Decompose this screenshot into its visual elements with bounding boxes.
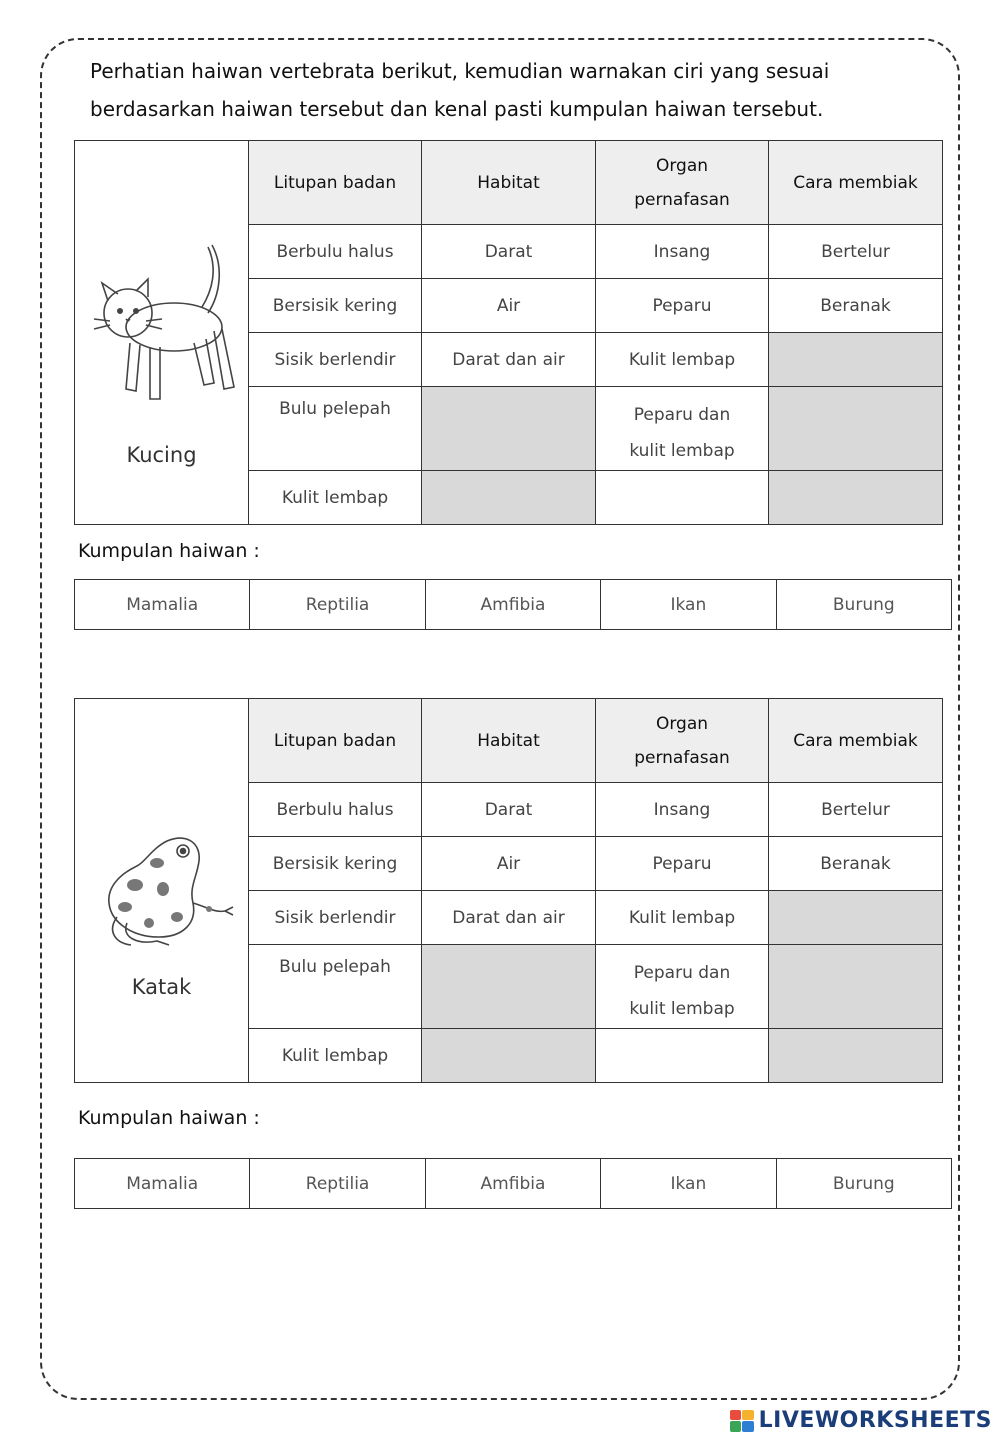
option-reproduction[interactable]: Bertelur [769,783,943,837]
shaded-cell [769,945,943,1029]
group-options-kucing [74,579,952,630]
group-option-burung[interactable]: Burung [776,580,951,630]
group-option-burung[interactable]: Burung [776,1159,951,1209]
animal-cell-kucing [75,141,249,525]
option-habitat[interactable]: Darat [422,225,596,279]
header-habitat: Habitat [422,699,596,783]
option-habitat[interactable]: Darat [422,783,596,837]
cat-icon [90,239,240,419]
empty-cell [596,1029,769,1083]
shaded-cell [769,471,943,525]
frog-icon [97,827,237,957]
option-covering[interactable]: Sisik berlendir [249,891,422,945]
group-option-mamalia[interactable]: Mamalia [75,580,250,630]
animal-name-katak: Katak [131,975,192,999]
group-option-mamalia[interactable]: Mamalia [75,1159,250,1209]
option-respiration[interactable]: Kulit lembap [596,891,769,945]
option-reproduction[interactable]: Beranak [769,279,943,333]
header-covering: Litupan badan [249,141,422,225]
option-reproduction[interactable]: Bertelur [769,225,943,279]
trait-table-kucing [74,140,943,525]
option-covering[interactable]: Bersisik kering [249,837,422,891]
group-option-ikan[interactable]: Ikan [601,580,776,630]
instruction-line-1: Perhatian haiwan vertebrata berikut, kemudian warnakan ciri yang sesuai [90,59,830,83]
option-respiration[interactable]: Peparu [596,837,769,891]
header-habitat: Habitat [422,141,596,225]
header-respiration: Organ pernafasan [596,699,769,783]
logo-text: LIVEWORKSHEETS [758,1408,992,1433]
option-covering[interactable]: Berbulu halus [249,783,422,837]
instructions [90,52,930,128]
instruction-line-2: berdasarkan haiwan tersebut dan kenal pasti kumpulan haiwan tersebut. [90,97,824,121]
shaded-cell [769,891,943,945]
option-habitat[interactable]: Air [422,279,596,333]
option-covering[interactable]: Bulu pelepah [249,387,422,471]
option-covering[interactable]: Kulit lembap [249,1029,422,1083]
trait-table-katak [74,698,943,1083]
group-option-amfibia[interactable]: Amfibia [425,1159,600,1209]
option-habitat[interactable]: Darat dan air [422,891,596,945]
liveworksheets-mark-icon [730,1410,754,1432]
option-reproduction[interactable]: Beranak [769,837,943,891]
option-respiration[interactable]: Peparu dan kulit lembap [596,945,769,1029]
header-respiration: Organ pernafasan [596,141,769,225]
header-covering: Litupan badan [249,699,422,783]
group-label-katak: Kumpulan haiwan : [78,1107,260,1129]
shaded-cell [422,471,596,525]
header-reproduction: Cara membiak [769,141,943,225]
shaded-cell [422,945,596,1029]
shaded-cell [769,1029,943,1083]
option-covering[interactable]: Sisik berlendir [249,333,422,387]
option-habitat[interactable]: Air [422,837,596,891]
option-covering[interactable]: Bulu pelepah [249,945,422,1029]
option-respiration[interactable]: Kulit lembap [596,333,769,387]
liveworksheets-logo [730,1408,992,1433]
shaded-cell [769,333,943,387]
animal-cell-katak [75,699,249,1083]
shaded-cell [422,1029,596,1083]
shaded-cell [422,387,596,471]
shaded-cell [769,387,943,471]
option-respiration[interactable]: Peparu [596,279,769,333]
animal-name-kucing: Kucing [126,443,197,467]
option-habitat[interactable]: Darat dan air [422,333,596,387]
option-respiration[interactable]: Insang [596,783,769,837]
option-respiration[interactable]: Peparu dan kulit lembap [596,387,769,471]
option-respiration[interactable]: Insang [596,225,769,279]
group-option-reptilia[interactable]: Reptilia [250,1159,425,1209]
group-label-kucing: Kumpulan haiwan : [78,540,260,562]
group-options-katak [74,1158,952,1209]
group-option-reptilia[interactable]: Reptilia [250,580,425,630]
group-option-amfibia[interactable]: Amfibia [425,580,600,630]
option-covering[interactable]: Berbulu halus [249,225,422,279]
group-option-ikan[interactable]: Ikan [601,1159,776,1209]
header-reproduction: Cara membiak [769,699,943,783]
option-covering[interactable]: Bersisik kering [249,279,422,333]
empty-cell [596,471,769,525]
option-covering[interactable]: Kulit lembap [249,471,422,525]
